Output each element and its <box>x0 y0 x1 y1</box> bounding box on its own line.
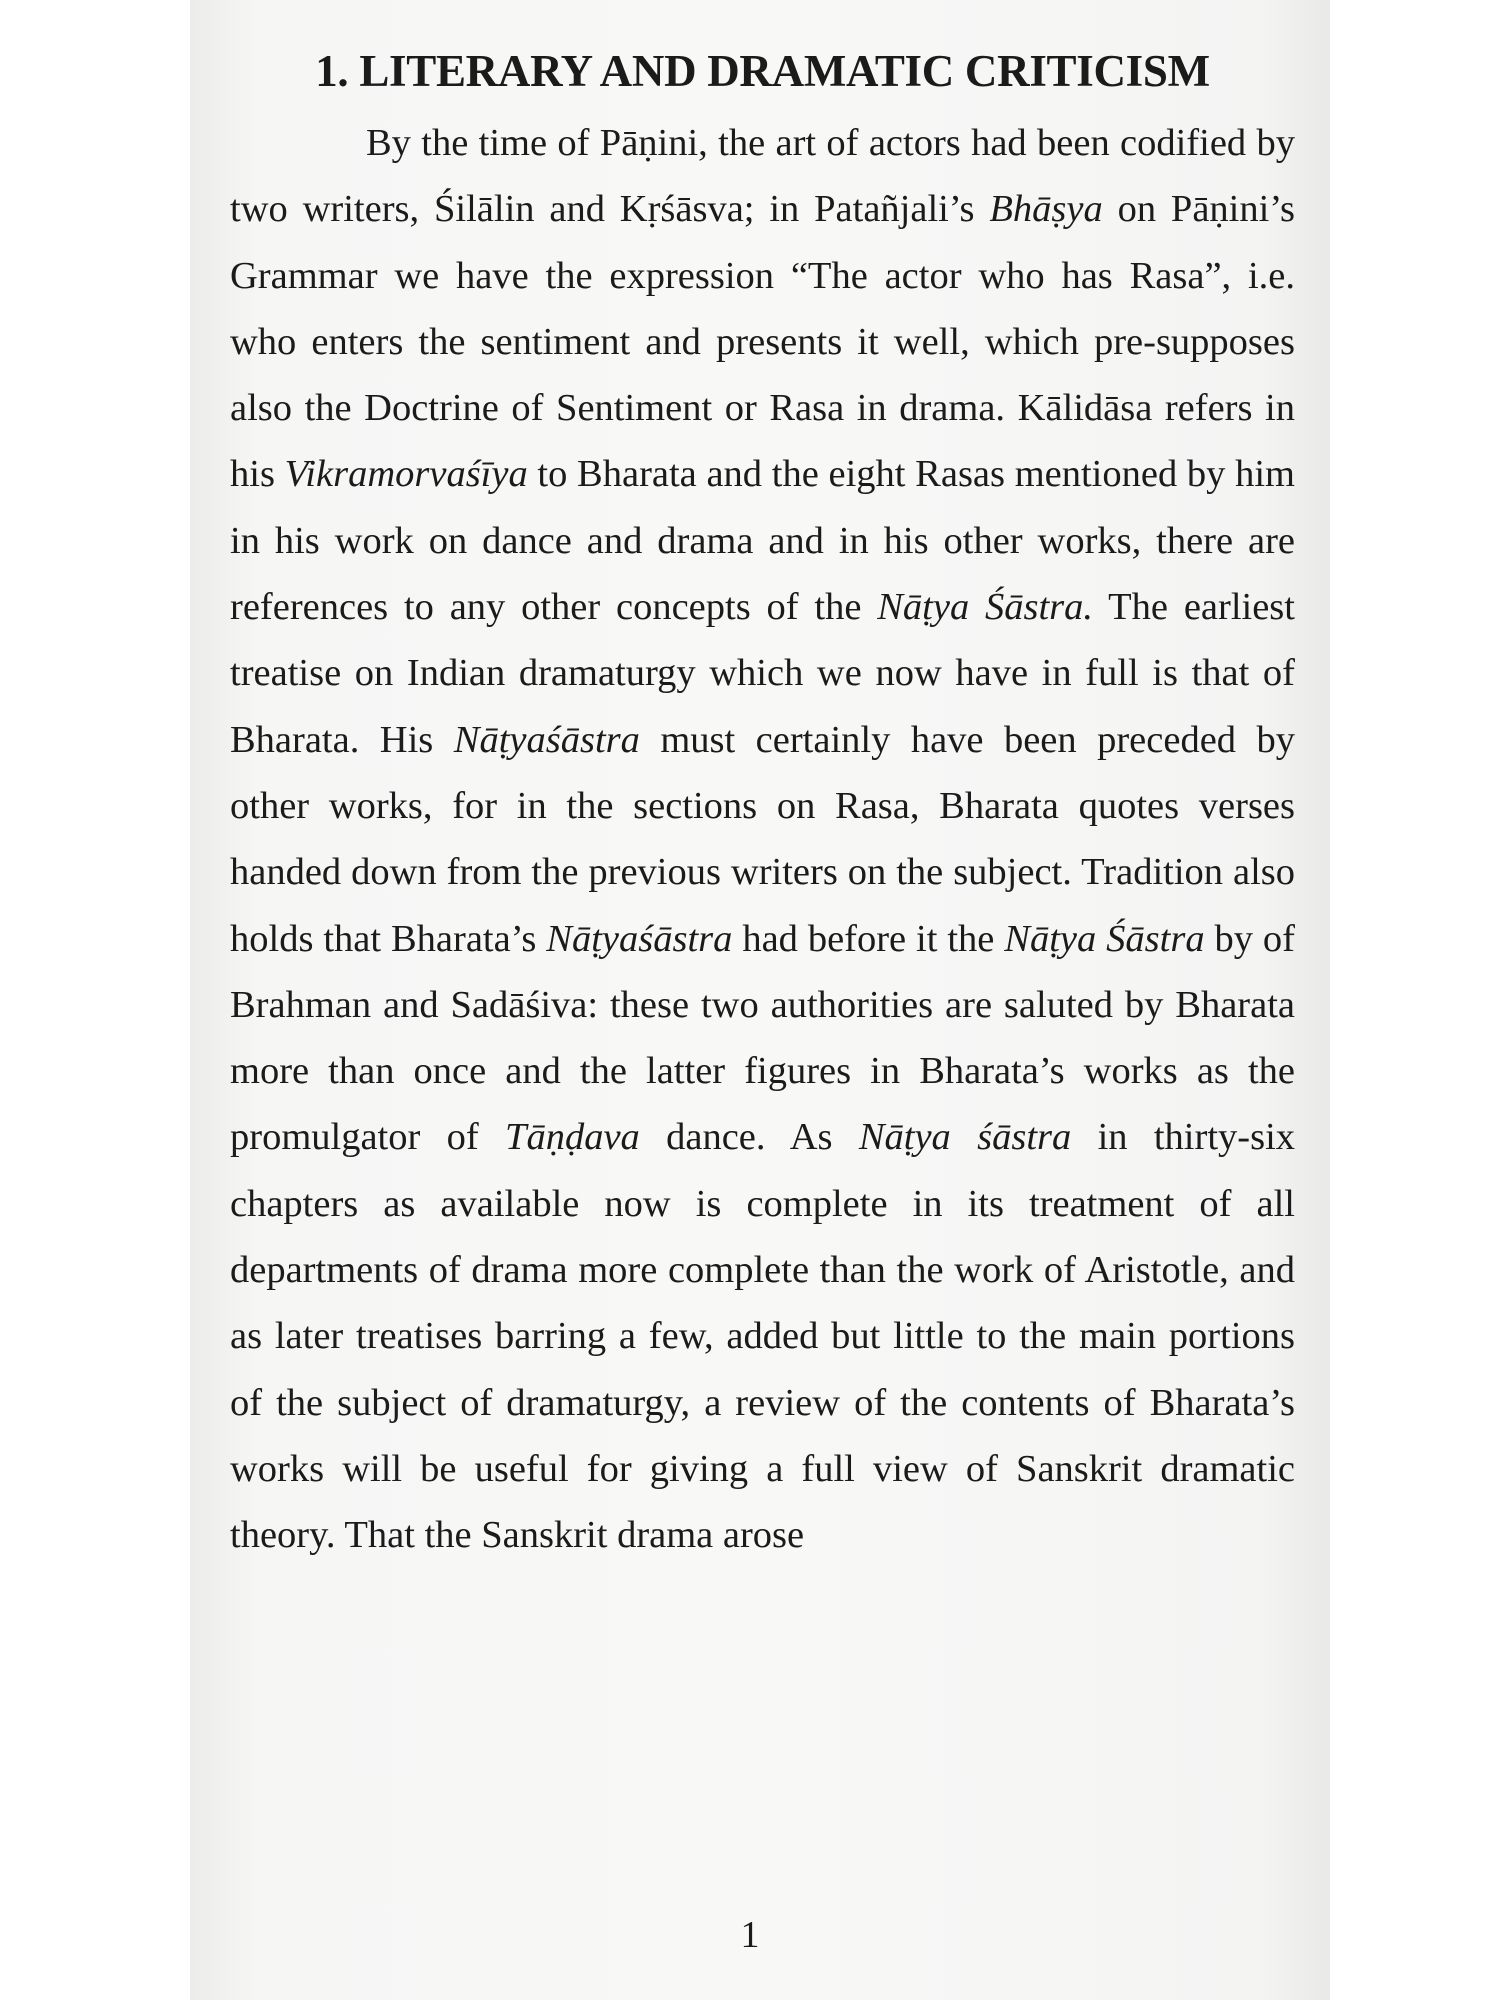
italic-term: Nāṭya śāstra <box>858 1116 1072 1159</box>
italic-term: Nāṭya Śāstra <box>1004 917 1205 960</box>
text-run: must certainly have been preceded by other works, for in the sections on Rasa, Bharata quotes verses handed down from the previous writers on the subject. Tradition also holds that Bharata’s <box>230 718 1296 960</box>
text-run: had before it the <box>732 917 1005 960</box>
page-content <box>230 40 1295 1569</box>
page-number: 1 <box>740 1914 760 1956</box>
section-heading: 1. LITERARY AND DRAMATIC CRITICISM <box>315 46 1210 96</box>
text-run: By the time of Pāṇini, the art of actors had been codified by two writers, Śilālin and Kṛśāsva; in Patañjali’s <box>230 122 1295 231</box>
body-paragraph <box>230 110 1295 1569</box>
text-run: in thirty-six chapters as available now is complete in its treatment of all departments of drama more complete than the work of Aristotle, and as later treatises barring a few, added but little to the main portions of the subject of dramaturgy, a review of the contents of Bharata’s works will be useful for giving a full view of Sanskrit dramatic theory. That the Sanskrit drama arose <box>230 1116 1296 1557</box>
italic-term: Bhāṣya <box>989 188 1103 231</box>
italic-term: Nāṭyaśāstra <box>546 917 733 960</box>
text-run: The earliest treatise on Indian dramaturgy which we now have in full is that of Bharata. His <box>230 586 1295 761</box>
text-run: to Bharata and the eight Rasas mentioned by him in his work on dance and drama and in his other works, there are references to any other concepts of the <box>230 453 1295 629</box>
text-run: by of Brahman and Sadāśiva: these two authorities are saluted by Bharata more than once and the latter figures in Bharata’s works as the promulgator of <box>230 917 1295 1159</box>
italic-term: Tāṇḍava <box>505 1116 640 1159</box>
italic-term: Nāṭya Śāstra. <box>877 586 1094 629</box>
italic-term: Vikramorvaśīya <box>284 453 528 496</box>
text-run: on Pāṇini’s Grammar we have the expression “The actor who has Rasa”, i.e. who enters the sentiment and presents it well, which pre-supposes also the Doctrine of Sentiment or Rasa in drama. Kālidāsa refers in his <box>230 188 1295 496</box>
italic-term: Nāṭyaśāstra <box>453 718 640 761</box>
text-run: dance. As <box>639 1116 859 1159</box>
